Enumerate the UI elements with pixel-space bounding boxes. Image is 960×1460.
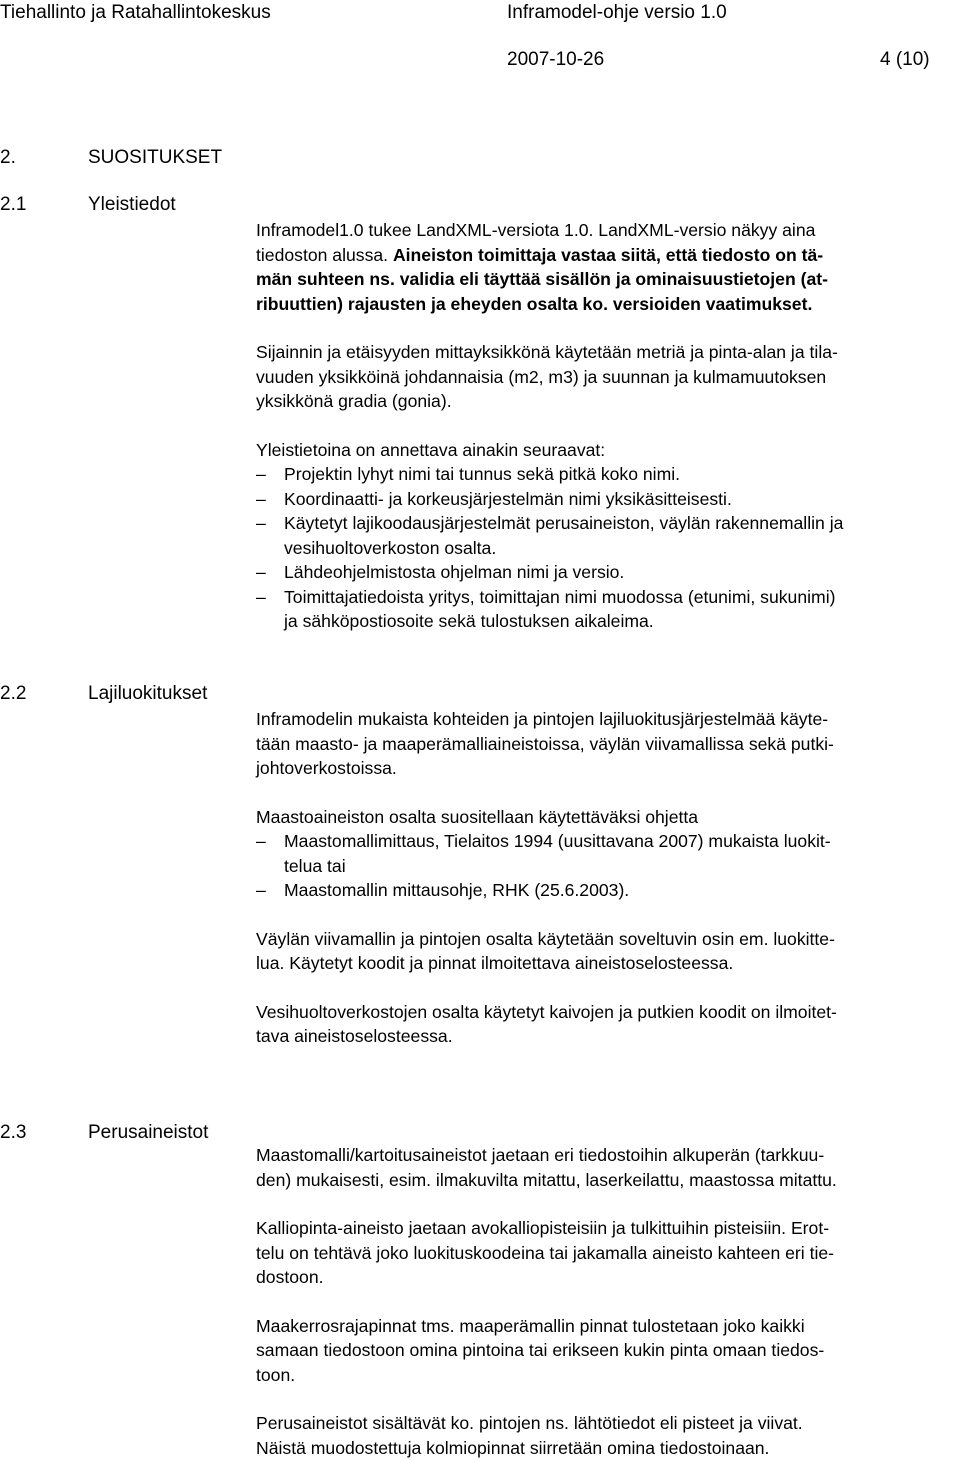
- section-2-1-number: 2.1: [0, 194, 27, 215]
- text-line: – Lähdeohjelmistosta ohjelman nimi ja versio.: [284, 562, 625, 582]
- section-2-2-title: Lajiluokitukset: [88, 683, 208, 704]
- paragraph-bedrock: [256, 1216, 956, 1290]
- text-line: Näistä muodostettuja kolmiopinnat siirretään omina tiedostoinaan.: [256, 1437, 770, 1458]
- list-item: [256, 878, 956, 903]
- header-page-number: 4 (10): [880, 49, 930, 70]
- text-line: lua. Käytetyt koodit ja pinnat ilmoitettava aineistoselosteessa.: [256, 953, 734, 973]
- header-organization: Tiehallinto ja Ratahallintokeskus: [0, 2, 271, 23]
- text-line: – Koordinaatti- ja korkeusjärjestelmän nimi yksikäsitteisesti.: [284, 488, 732, 509]
- text-line: Vesihuoltoverkostojen osalta käytetyt kaivojen ja putkien koodit on ilmoitet-: [256, 1001, 837, 1022]
- header-date: 2007-10-26: [507, 49, 605, 70]
- section-2-3-body: [256, 1143, 956, 1460]
- paragraph-base-data: [256, 1411, 956, 1460]
- text-line: Väylän viivamallin ja pintojen osalta käytetään soveltuvin osin em. luokitte-: [256, 928, 835, 949]
- text-line: den) mukaisesti, esim. ilmakuvilta mitattu, laserkeilattu, maastossa mitattu.: [256, 1169, 837, 1190]
- paragraph-units: [256, 340, 956, 414]
- paragraph-soil-layers: [256, 1314, 956, 1388]
- section-2-1-title: Yleistiedot: [88, 194, 176, 215]
- text-line: Maastomalli/kartoitusaineistot jaetaan eri tiedostoihin alkuperän (tarkkuu-: [256, 1145, 825, 1165]
- text-line: vesihuoltoverkoston osalta.: [284, 537, 497, 558]
- list-item: [256, 560, 956, 585]
- text-line: – Toimittajatiedoista yritys, toimittajan nimi muodossa (etunimi, sukunimi): [284, 586, 836, 607]
- section-2-2-body: [256, 707, 956, 1049]
- list-item: [256, 829, 956, 878]
- text-line: telu on tehtävä joko luokituskoodeina tai jakamalla aineisto kahteen eri tie-: [256, 1242, 835, 1263]
- section-2-title: SUOSITUKSET: [88, 147, 223, 168]
- text-line: dostoon.: [256, 1267, 324, 1287]
- section-2-3-title: Perusaineistot: [88, 1122, 209, 1143]
- text-line: Sijainnin ja etäisyyden mittayksikkönä käytetään metriä ja pinta-alan ja tila-: [256, 342, 838, 362]
- paragraph-general-info: [256, 438, 956, 463]
- text-line: yksikkönä gradia (gonia).: [256, 391, 452, 411]
- paragraph-terrain-guide: [256, 805, 956, 830]
- text-line: Maastoaineiston osalta suositellaan käytettäväksi ohjetta: [256, 806, 699, 827]
- header-document-title: Inframodel-ohje versio 1.0: [507, 2, 727, 23]
- text-line: johtoverkostoissa.: [256, 758, 397, 778]
- guide-list: [256, 829, 956, 903]
- paragraph-classification: [256, 707, 956, 781]
- text-line: Inframodel1.0 tukee LandXML-versiota 1.0. LandXML-versio näkyy aina: [256, 220, 816, 240]
- text-line: Yleistietoina on annettava ainakin seuraavat:: [256, 439, 606, 460]
- bold-text: män suhteen ns. validia eli täyttää sisällön ja ominaisuustietojen (at-: [256, 269, 828, 289]
- paragraph-line-model: [256, 927, 956, 976]
- text-line: – Projektin lyhyt nimi tai tunnus sekä pitkä koko nimi.: [284, 464, 681, 484]
- section-2-3-number: 2.3: [0, 1122, 27, 1143]
- bold-text: Aineiston toimittaja vastaa siitä, että tiedosto on tä-: [392, 244, 824, 265]
- text-line: Maakerrosrajapinnat tms. maaperämallin pinnat tulostetaan joko kaikki: [256, 1315, 805, 1336]
- text-line: – Käytetyt lajikoodausjärjestelmät perusaineiston, väylän rakennemallin ja: [284, 513, 844, 533]
- text-line: Perusaineistot sisältävät ko. pintojen ns. lähtötiedot eli pisteet ja viivat.: [256, 1413, 803, 1433]
- list-item: [256, 462, 956, 487]
- paragraph-survey-data: [256, 1143, 956, 1192]
- text-line: ja sähköpostiosoite sekä tulostuksen aikaleima.: [284, 611, 654, 631]
- text-line: – Maastomallin mittausohje, RHK (25.6.2003).: [284, 880, 630, 900]
- text-line: telua tai: [284, 855, 346, 876]
- section-2-2-number: 2.2: [0, 683, 27, 704]
- text-line: toon.: [256, 1364, 296, 1385]
- list-item: [256, 487, 956, 512]
- section-2-1-body: [256, 218, 956, 634]
- list-item: [256, 585, 956, 634]
- text-line: tiedoston alussa.: [256, 244, 389, 265]
- section-2-number: 2.: [0, 147, 16, 168]
- text-line: Inframodelin mukaista kohteiden ja pintojen lajiluokitusjärjestelmää käyte-: [256, 709, 829, 729]
- bold-text: ribuuttien) rajausten ja eheyden osalta ko. versioiden vaatimukset.: [256, 293, 813, 314]
- paragraph-landxml: [256, 218, 956, 316]
- general-info-list: [256, 462, 956, 634]
- text-line: tään maasto- ja maaperämalliaineistoissa, väylän viivamallissa sekä putki-: [256, 733, 834, 754]
- paragraph-water-networks: [256, 1000, 956, 1049]
- text-line: samaan tiedostoon omina pintoina tai erikseen kukin pinta omaan tiedos-: [256, 1340, 825, 1360]
- list-item: [256, 511, 956, 560]
- text-line: – Maastomallimittaus, Tielaitos 1994 (uusittavana 2007) mukaista luokit-: [284, 831, 831, 851]
- text-line: vuuden yksikköinä johdannaisia (m2, m3) ja suunnan ja kulmamuutoksen: [256, 366, 827, 387]
- text-line: tava aineistoselosteessa.: [256, 1026, 453, 1046]
- text-line: Kalliopinta-aineisto jaetaan avokalliopisteisiin ja tulkittuihin pisteisiin. Erot-: [256, 1218, 830, 1238]
